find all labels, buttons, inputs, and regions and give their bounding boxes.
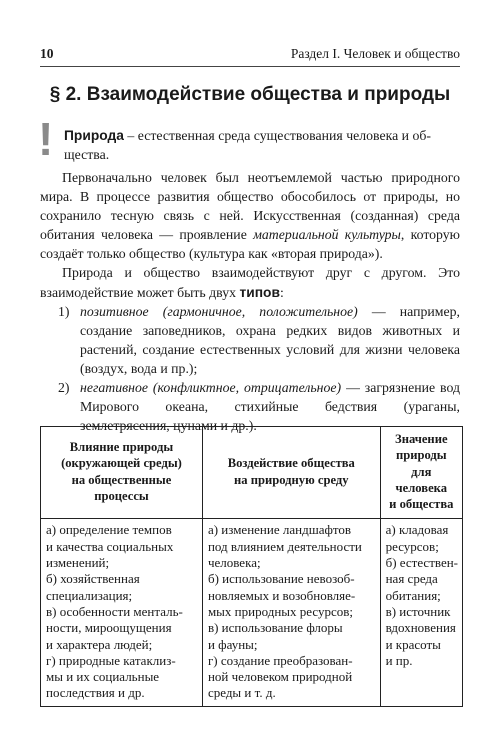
header-line: (окружающей среды) [61,456,182,471]
list-item-emphasis: негативное (конфликтное, отрицательное) [80,380,342,396]
definition-block [64,126,460,164]
table-cell-col3 [380,519,462,706]
table-header-col3 [380,427,462,519]
page-number: 10 [40,46,54,61]
definition-term: Природа [64,128,124,143]
nature-society-table [40,426,463,707]
paragraph-2-emphasis: типов [239,284,280,300]
header-line: процессы [94,489,149,504]
list-item-text: — например, создание заповедников, охрана редких видов животных и растений, создание естественных условий для жизни человека (воздух, вода и пр.); [80,303,460,376]
cell-line: вдохновения [385,620,456,636]
cell-line: б) естествен- [385,555,458,571]
paragraph-1-emphasis: материальной культуры [253,227,401,243]
definition-text-1: – естественная среда существования человека и об- [123,128,432,143]
cell-line: и фауны; [207,636,258,652]
cell-line: ресурсов; [385,538,439,554]
table-header-col1 [41,427,203,519]
header-line: и общества [389,497,454,512]
table-cell-col2 [202,519,380,706]
table-header-col2 [202,427,380,519]
running-section-title: Раздел I. Человек и общество [290,46,460,61]
cell-line: ной человеком природной [207,669,353,685]
paragraph-1-text-end: , которую создаёт только общество (культура как «вторая природа»). [40,227,460,262]
header-line: на общественные [71,472,172,487]
cell-line: новляемых и возобновляе- [207,587,356,603]
cell-line: и красоты [385,636,441,652]
list-item [40,302,460,378]
section-title: § 2. Взаимодействие общества и природы [49,84,451,105]
paragraph-2-text-end: : [279,284,284,300]
table-row [41,519,463,706]
cell-line: а) изменение ландшафтов [207,522,352,538]
cell-line: г) природные катаклиз- [46,652,176,668]
paragraph-1 [40,168,460,263]
cell-line: изменений; [46,555,110,571]
cell-line: последствия и др. [46,685,145,701]
list-item-number: 2) [58,380,70,396]
header-line: для человека [395,464,448,495]
body-text [40,168,460,435]
definition-text-2: щества. [64,147,110,162]
cell-line: обитания; [385,587,441,603]
cell-line: ная среда [385,571,438,587]
paragraph-2-text: Природа и общество взаимодействуют друг с другом. Это взаимодействие может быть двух [40,265,460,300]
header-line: природы [395,448,447,463]
table-cell-col1 [41,519,203,706]
table-header-row [41,427,463,519]
page-header [40,44,460,67]
cell-line: ности, мироощущения [46,620,172,636]
cell-line: б) хозяйственная [46,571,140,587]
header-line: Значение [395,432,448,446]
cell-line: а) определение темпов [46,522,172,538]
header-line: Влияние природы [69,440,174,455]
cell-line: и качества социальных [46,538,174,554]
cell-line: и пр. [385,652,413,668]
cell-line: и характера людей; [46,636,153,652]
interaction-types-list [40,302,460,436]
list-item-emphasis: позитивное (гармоничное, положительное) [80,303,358,319]
cell-line: под влиянием деятельности [207,538,362,554]
cell-line: специализация; [46,587,133,603]
cell-line: человека; [207,555,261,571]
exclamation-icon: ! [38,113,54,165]
list-item-number: 1) [58,303,70,319]
list-item-text: — загрязнение вод Мирового океана, стихийные бедствия (ураганы, землетрясения, цунами и др.). [80,380,460,434]
header-line: на природную среду [234,472,349,487]
cell-line: мы и их социальные [46,669,160,685]
paragraph-2 [40,263,460,301]
cell-line: в) использование флоры [207,620,343,636]
cell-line: а) кладовая [385,522,449,538]
header-line: Воздействие общества [227,456,355,471]
cell-line: среды и т. д. [207,685,276,701]
paragraph-1-text: Первоначально человек был неотъемлемой частью природного мира. В процессе развития общество обособилось от природы, но сохранило тесную связь с ней. Искусственная (созданная) среда обитания человека — проявление [40,170,460,243]
cell-line: мых природных ресурсов; [207,603,353,619]
cell-line: б) использование невозоб- [207,571,355,587]
cell-line: в) особенности менталь- [46,603,183,619]
cell-line: г) создание преобразован- [207,652,353,668]
cell-line: в) источник [385,603,451,619]
